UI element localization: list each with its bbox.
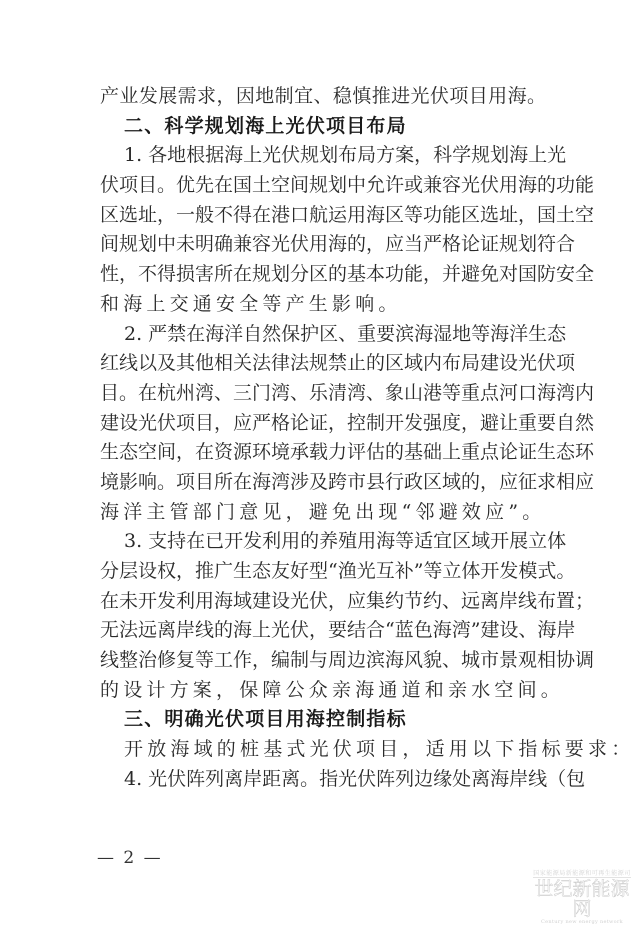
body-line: 性，不得损害所在规划分区的基本功能，并避免对国防安全 [100,263,595,286]
body-line: 分层设权，推广生态友好型“渔光互补”等立体开发模式。 [100,560,576,582]
page-number: — 2 — [97,848,163,868]
body-line: 区选址，一般不得在港口航运用海区等功能区选址，国土空 [100,203,595,226]
body-line: 红线以及其他相关法律法规禁止的区域内布局建设光伏项 [100,352,576,375]
watermark-sub-text: Century new energy network [541,919,623,925]
section-heading-3: 三、明确光伏项目用海控制指标 [124,708,407,731]
paragraph-2-start: 2. 严禁在海洋自然保护区、重要滨海湿地等海洋生态 [124,322,567,345]
body-line: 无法远离岸线的海上光伏，要结合“蓝色海湾”建设、海岸 [100,619,576,642]
body-line: 线整治修复等工作，编制与周边滨海风貌、城市景观相协调 [100,649,595,672]
document-body [100,82,635,795]
body-line: 伏项目。优先在国土空间规划中允许或兼容光伏用海的功能 [100,174,595,197]
body-line: 生态空间，在资源环境承载力评估的基础上重点论证生态环 [100,441,595,464]
section-heading-2: 二、科学规划海上光伏项目布局 [124,114,407,137]
paragraph-3-start: 3. 支持在已开发利用的养殖用海等适宜区域开展立体 [124,530,567,553]
paragraph-4-start: 4. 光伏阵列离岸距离。指光伏阵列边缘处离海岸线（包 [124,767,586,790]
paragraph-intro: 开放海域的桩基式光伏项目，适用以下指标要求： [124,738,635,761]
body-line: 间规划中未明确兼容光伏用海的，应当严格论证规划符合 [100,233,576,256]
body-line: 目。在杭州湾、三门湾、乐清湾、象山港等重点河口海湾内 [100,381,595,404]
body-line: 和海上交通安全等产生影响。 [100,292,402,315]
body-line: 的设计方案，保障公众亲海通道和亲水空间。 [100,678,565,701]
body-line: 在未开发利用海域建设光伏，应集约节约、远离岸线布置； [100,589,595,612]
body-line: 建设光伏项目，应严格论证，控制开发强度，避让重要自然 [100,411,595,434]
watermark-main-text: 世纪新能源网 [534,878,630,920]
body-line: 境影响。项目所在海湾涉及跨市县行政区域的，应征求相应 [100,470,595,493]
body-line: 产业发展需求，因地制宜、稳慎推进光伏项目用海。 [100,85,546,107]
body-line: 海洋主管部门意见，避免出现“邻避效应”。 [100,500,546,523]
watermark-top-text: 国家能源局新能源和可再生能源司 [533,870,631,877]
paragraph-1-start: 1. 各地根据海上光伏规划布局方案，科学规划海上光 [124,144,567,167]
watermark-logo [527,860,637,925]
